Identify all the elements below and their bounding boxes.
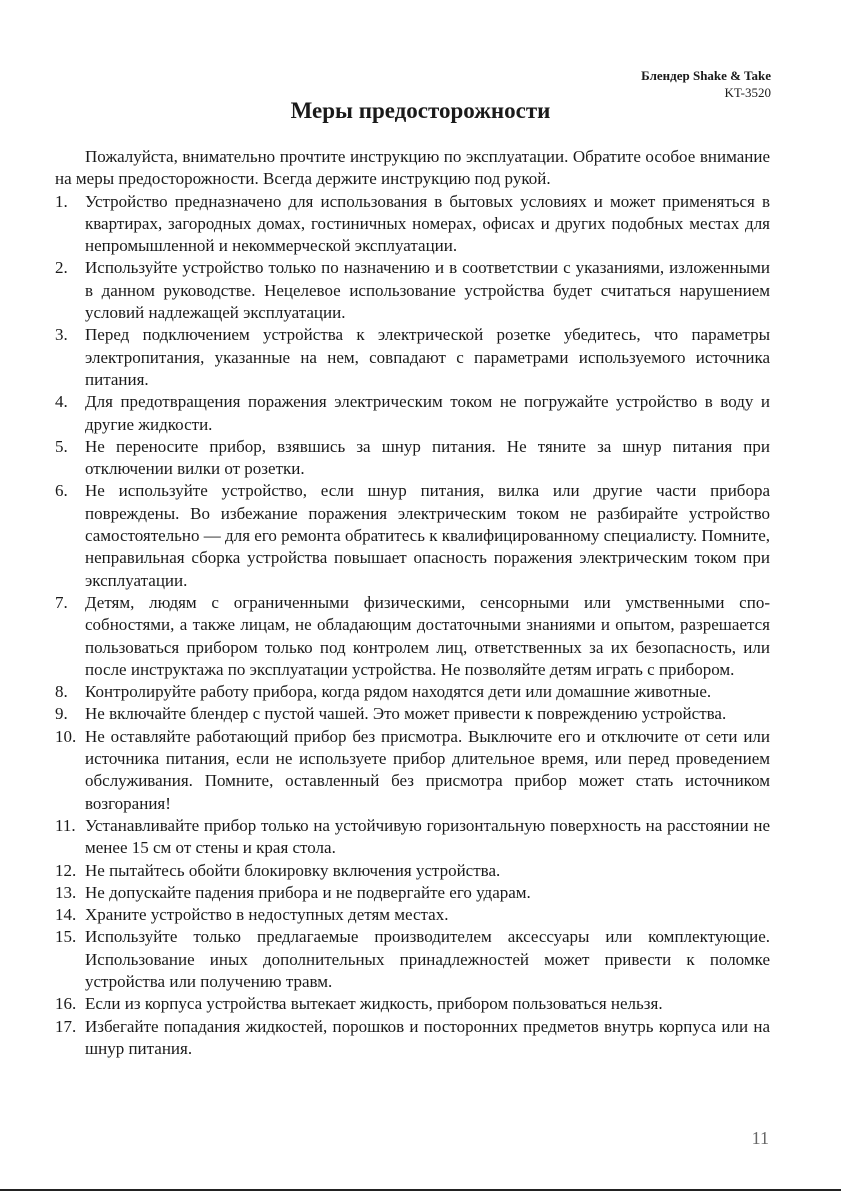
list-item-text: Не пытайтесь обойти блокировку включения устройства. [85, 860, 501, 880]
list-item-number: 12. [55, 860, 77, 880]
list-item [55, 1016, 770, 1061]
list-item [55, 324, 770, 391]
list-item [55, 257, 770, 324]
list-item-text: Контролируйте работу прибора, когда рядом находятся дети или домашние животные. [85, 682, 712, 702]
list-item-text: Используйте только предлагаемые производителем аксессуары или комплектующие. Использование иных дополнительных принадлежностей может привести к поломке устройства или получению травм. [85, 927, 770, 991]
list-item-number: 16. [55, 994, 77, 1014]
list-item [55, 681, 770, 703]
list-item [55, 703, 770, 725]
list-item-number: 5. [55, 436, 68, 456]
list-item-text: Избегайте попадания жидкостей, порошков и посторонних предметов внутрь корпуса или на шнур питания. [85, 1016, 770, 1058]
list-item-text: Устанавливайте прибор только на устойчивую горизонтальную поверхность на расстоянии не менее 15 см от стены и края стола. [85, 815, 770, 858]
list-item [55, 904, 770, 926]
list-item-number: 2. [55, 258, 68, 278]
list-item-text: Не переносите прибор, взявшись за шнур питания. Не тяните за шнур питания при отключении вилки от розетки. [85, 436, 770, 479]
list-item [55, 882, 770, 904]
running-header [641, 67, 771, 101]
list-item-number: 9. [55, 704, 68, 724]
list-item [55, 436, 770, 481]
list-item-number: 11. [55, 815, 76, 835]
document-body [55, 146, 770, 1060]
list-item [55, 926, 770, 993]
list-item-number: 15. [55, 927, 77, 947]
list-item-number: 8. [55, 682, 68, 702]
list-item [55, 191, 770, 258]
list-item-number: 3. [55, 325, 68, 345]
list-item-text: Устройство предназначено для использования в бытовых условиях и может применяться в квартирах, загородных домах, гостиничных номерах, офисах и других подобных местах для непромышленной и некоммерческой эксплуатации. [85, 191, 770, 256]
list-item-number: 1. [55, 191, 68, 211]
list-item-number: 14. [55, 905, 77, 925]
list-item [55, 993, 770, 1015]
list-item-text: Если из корпуса устройства вытекает жидкость, прибором пользоваться нельзя. [85, 994, 663, 1014]
list-item [55, 726, 770, 815]
list-item [55, 860, 770, 882]
precautions-list [55, 191, 770, 1061]
list-item-text: Перед подключением устройства к электрической розетке убедитесь, что параметры электропитания, указанные на нем, совпадают с параметрами используемого источника питания. [85, 325, 770, 389]
list-item-number: 13. [55, 882, 77, 902]
list-item [55, 391, 770, 436]
header-model-number: KT-3520 [724, 85, 771, 100]
list-item-text: Детям, людям с ограниченными физическими, сенсорными или умственными способностями, а также лицам, не обладающим достаточными знаниями и опытом, разрешается пользоваться прибором только под контролем лиц, ответственных за их безопасность, или после инструктажа по эксплуатации устройства. Не позволяйте детям играть с прибором. [85, 592, 770, 679]
list-item-number: 17. [55, 1016, 77, 1036]
list-item-text: Не используйте устройство, если шнур питания, вилка или другие части прибора повреждены. Во избежание поражения электрическим током не разбирайте устройство самостоятельно — для его ремонта обратитесь к квалифицированному специалисту. Помните, неправильная сборка устройства повышает опасность поражения электрическим током при эксплуатации. [85, 481, 770, 590]
list-item [55, 815, 770, 860]
list-item-text: Для предотвращения поражения электрическим током не погружайте устройство в воду и другие жидкости. [85, 392, 770, 434]
list-item-text: Храните устройство в недоступных детям местах. [85, 905, 449, 925]
page-title: Меры предосторожности [290, 98, 551, 123]
intro-paragraph: Пожалуйста, внимательно прочтите инструкцию по эксплуатации. Обратите особое внимание на меры предосторожности. Всегда держите инструкцию под рукой. [55, 147, 770, 189]
header-product-name: Блендер Shake & Take [641, 68, 771, 83]
list-item [55, 592, 770, 681]
page-number: 11 [751, 1128, 769, 1148]
list-item-text: Не допускайте падения прибора и не подвергайте его ударам. [85, 882, 531, 902]
list-item-number: 4. [55, 392, 68, 412]
list-item-text: Используйте устройство только по назначению и в соответствии с указаниями, изложенными в данном руководстве. Нецелевое использование устройства будет считаться нарушением условий надлежащей эксплуатации. [85, 258, 770, 323]
list-item-number: 6. [55, 481, 68, 501]
list-item-text: Не включайте блендер с пустой чашей. Это может привести к повреждению устройства. [85, 704, 727, 724]
list-item-number: 7. [55, 592, 68, 612]
list-item-number: 10. [55, 726, 77, 746]
list-item-text: Не оставляйте работающий прибор без присмотра. Выключите его и отключите от сети или источника питания, если не используете прибор длительное время, или перед проведением обслуживания. Помните, оставленный без присмотра прибор может стать источником возгорания! [85, 726, 770, 813]
list-item [55, 480, 770, 591]
